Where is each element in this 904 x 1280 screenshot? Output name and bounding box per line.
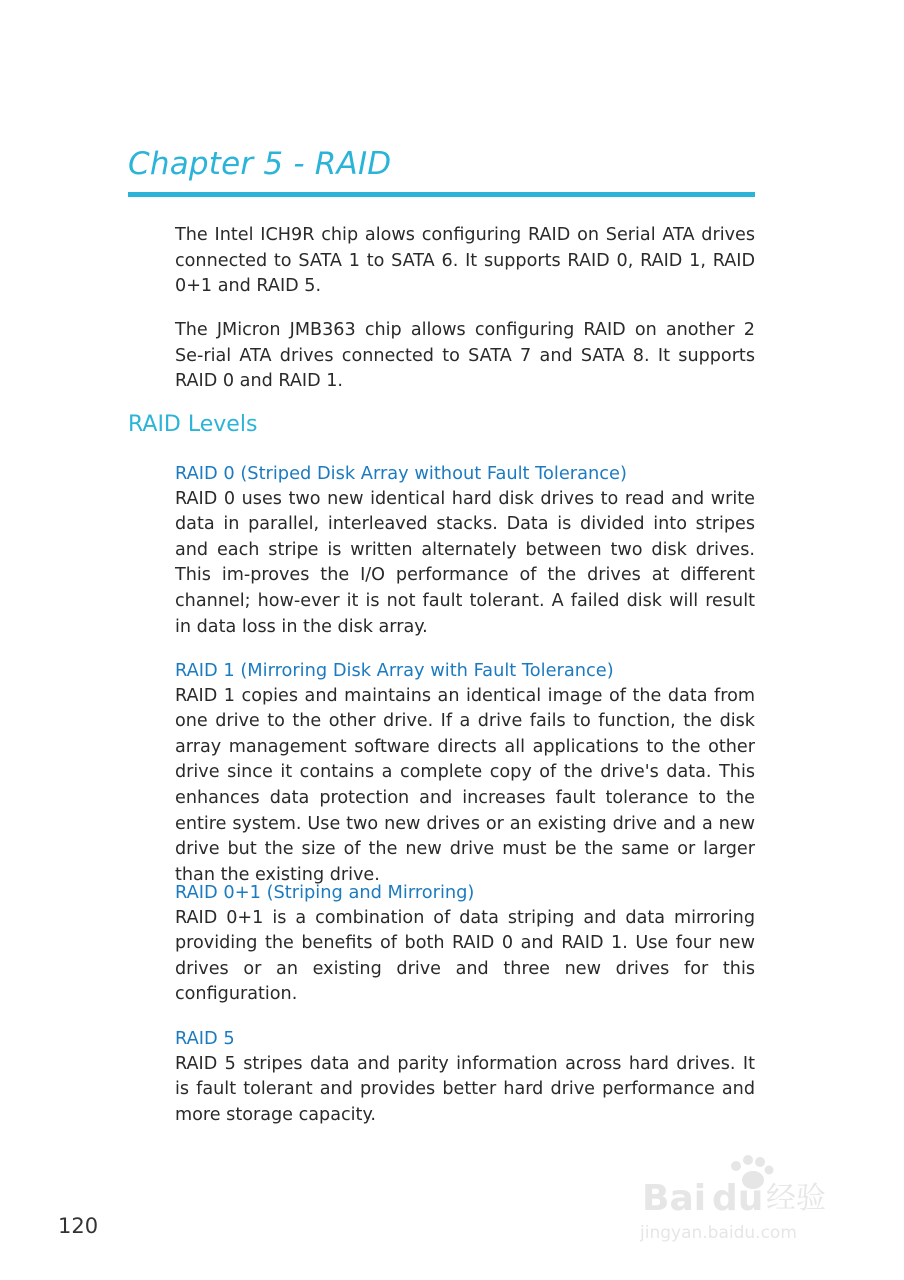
title-rule (128, 192, 755, 197)
baidu-watermark-logo (640, 1148, 860, 1248)
raid-01-heading: RAID 0+1 (Striping and Mirroring) (175, 882, 475, 903)
paragraph-text: The JMicron JMB363 chip allows configuring RAID on another 2 Se-rial ATA drives connected to SATA 7 and SATA 8. It supports RAID 0 and RAID 1. (175, 320, 755, 392)
raid-0-block (175, 461, 755, 640)
svg-text:du: du (712, 1178, 764, 1219)
raid-1-heading: RAID 1 (Mirroring Disk Array with Fault Tolerance) (175, 660, 614, 681)
svg-text:jingyan.baidu.com: jingyan.baidu.com (640, 1223, 797, 1243)
paragraph-text: The Intel ICH9R chip alows configuring RAID on Serial ATA drives connected to SATA 1 to SATA 6. It supports RAID 0, RAID 1, RAID 0+1 and RAID 5. (175, 225, 755, 297)
section-title: RAID Levels (128, 412, 258, 437)
raid-5-block (175, 1026, 755, 1128)
raid-0-body: RAID 0 uses two new identical hard disk drives to read and write data in parallel, interleaved stacks. Data is divided into stripes and each stripe is written alternately between two disk drives. This im-proves the I/O performance of the drives at different channel; how-ever it is not fault tolerant. A failed disk will result in data loss in the disk array. (175, 488, 755, 637)
raid-1-body: RAID 1 copies and maintains an identical image of the data from one drive to the other drive. If a drive fails to function, the disk array management software directs all applications to the other drive since it contains a complete copy of the drive's data. This enhances data protection and increases fault tolerance to the entire system. Use two new drives or an existing drive and a new drive but the size of the new drive must be the same or larger than the existing drive. (175, 685, 755, 885)
raid-01-block (175, 880, 755, 1008)
chapter-title: Chapter 5 - RAID (128, 146, 392, 182)
intro-paragraph-2 (175, 318, 755, 395)
raid-01-body: RAID 0+1 is a combination of data striping and data mirroring providing the benefits of both RAID 0 and RAID 1. Use four new drives or an existing drive and three new drives for this configuration. (175, 907, 755, 1005)
raid-5-heading: RAID 5 (175, 1028, 235, 1049)
svg-text:Bai: Bai (642, 1178, 707, 1219)
page-number: 120 (58, 1214, 99, 1238)
intro-paragraph-1 (175, 223, 755, 300)
raid-1-block (175, 658, 755, 888)
raid-5-body: RAID 5 stripes data and parity information across hard drives. It is fault tolerant and provides better hard drive performance and more storage capacity. (175, 1053, 755, 1125)
raid-0-heading: RAID 0 (Striped Disk Array without Fault Tolerance) (175, 463, 627, 484)
svg-text:经验: 经验 (766, 1181, 826, 1216)
